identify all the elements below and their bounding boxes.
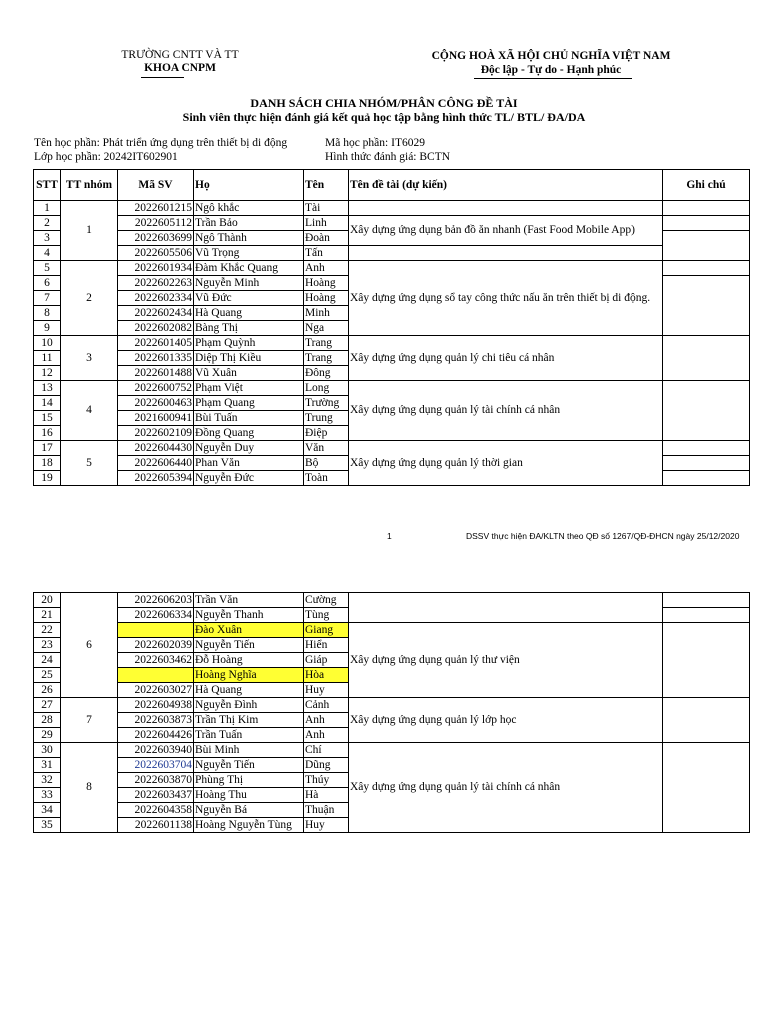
- row-stt: 31: [34, 758, 61, 773]
- student-id: 2022602082: [118, 321, 194, 336]
- row-stt: 5: [34, 261, 61, 276]
- group-number: 5: [61, 441, 118, 486]
- student-id: 2022601138: [118, 818, 194, 833]
- student-surname: Đào Xuân: [194, 623, 304, 638]
- student-firstname: Tài: [304, 201, 349, 216]
- project-topic: Xây dựng ứng dụng quản lý tài chính cá nhân: [349, 743, 663, 833]
- project-topic: Xây dựng ứng dụng sổ tay công thức nấu ăn trên thiết bị di động.: [349, 261, 663, 336]
- note-cell: [663, 593, 750, 608]
- row-stt: 8: [34, 306, 61, 321]
- student-surname: Đồng Quang: [194, 426, 304, 441]
- student-surname: Nguyễn Tiến: [194, 758, 304, 773]
- student-surname: Hoàng Nghĩa: [194, 668, 304, 683]
- student-id: 2022603027: [118, 683, 194, 698]
- table-row: [34, 336, 750, 351]
- student-surname: Hà Quang: [194, 683, 304, 698]
- student-id: 2022601488: [118, 366, 194, 381]
- group-number: 7: [61, 698, 118, 743]
- student-id: 2022603873: [118, 713, 194, 728]
- school-name: TRƯỜNG CNTT VÀ TT: [121, 49, 239, 61]
- student-firstname: Trung: [304, 411, 349, 426]
- row-stt: 6: [34, 276, 61, 291]
- note-cell: [663, 698, 750, 743]
- table-body-page-2: [34, 593, 750, 833]
- table-row: [34, 623, 750, 638]
- student-firstname: Tùng: [304, 608, 349, 623]
- row-stt: 11: [34, 351, 61, 366]
- table-row: [34, 698, 750, 713]
- row-stt: 25: [34, 668, 61, 683]
- student-surname: Hoàng Thu: [194, 788, 304, 803]
- student-firstname: Hà: [304, 788, 349, 803]
- student-firstname: Giang: [304, 623, 349, 638]
- student-firstname: Bộ: [304, 456, 349, 471]
- student-surname: Nguyễn Đình: [194, 698, 304, 713]
- row-stt: 26: [34, 683, 61, 698]
- row-stt: 35: [34, 818, 61, 833]
- table-row: [34, 441, 750, 456]
- student-firstname: Đoàn: [304, 231, 349, 246]
- student-firstname: Điệp: [304, 426, 349, 441]
- student-firstname: Đông: [304, 366, 349, 381]
- row-stt: 24: [34, 653, 61, 668]
- row-stt: 10: [34, 336, 61, 351]
- page-number: 1: [387, 531, 392, 541]
- project-topic: Xây dựng ứng dụng quản lý thời gian: [349, 441, 663, 486]
- note-cell: [663, 381, 750, 441]
- student-surname: Nguyễn Bá: [194, 803, 304, 818]
- student-firstname: Trường: [304, 396, 349, 411]
- student-firstname: Dũng: [304, 758, 349, 773]
- assessment-type: Hình thức đánh giá: BCTN: [325, 151, 451, 163]
- footer-note: DSSV thực hiện ĐA/KLTN theo QĐ số 1267/QĐ-ĐHCN ngày 25/12/2020: [466, 531, 740, 541]
- row-stt: 34: [34, 803, 61, 818]
- row-stt: 22: [34, 623, 61, 638]
- student-id: 2022602334: [118, 291, 194, 306]
- student-id: 2022604426: [118, 728, 194, 743]
- row-stt: 15: [34, 411, 61, 426]
- topic-empty: [349, 593, 663, 623]
- row-stt: 20: [34, 593, 61, 608]
- student-firstname: Hiển: [304, 638, 349, 653]
- note-cell: [663, 471, 750, 486]
- table-row: [34, 246, 750, 261]
- student-id: 2022603940: [118, 743, 194, 758]
- row-stt: 17: [34, 441, 61, 456]
- student-id: [118, 668, 194, 683]
- header-ho: Họ: [194, 170, 304, 201]
- student-id: [118, 623, 194, 638]
- note-cell: [663, 336, 750, 381]
- title-line-2: Sinh viên thực hiện đánh giá kết quả học tập bằng hình thức TL/ BTL/ ĐA/DA: [182, 110, 586, 124]
- header-group: TT nhóm: [61, 170, 118, 201]
- student-id: 2022603699: [118, 231, 194, 246]
- student-firstname: Anh: [304, 728, 349, 743]
- row-stt: 4: [34, 246, 61, 261]
- student-firstname: Hoàng: [304, 291, 349, 306]
- topic-empty: [349, 201, 663, 216]
- student-firstname: Tấn: [304, 246, 349, 261]
- student-surname: Đỗ Hoàng: [194, 653, 304, 668]
- row-stt: 29: [34, 728, 61, 743]
- group-number: 4: [61, 381, 118, 441]
- group-number: 2: [61, 261, 118, 336]
- row-stt: 16: [34, 426, 61, 441]
- course-class: Lớp học phần: 20242IT602901: [34, 151, 178, 163]
- student-surname: Phùng Thị: [194, 773, 304, 788]
- student-surname: Vũ Trọng: [194, 246, 304, 261]
- row-stt: 23: [34, 638, 61, 653]
- nation-name: CỘNG HOÀ XÃ HỘI CHỦ NGHĨA VIỆT NAM: [431, 50, 671, 62]
- note-cell: [663, 276, 750, 336]
- student-surname: Ngô Thành: [194, 231, 304, 246]
- student-surname: Phạm Quang: [194, 396, 304, 411]
- student-surname: Vũ Xuân: [194, 366, 304, 381]
- student-id: 2022605112: [118, 216, 194, 231]
- note-cell: [663, 261, 750, 276]
- student-surname: Phạm Quỳnh: [194, 336, 304, 351]
- course-info-left: [34, 136, 287, 164]
- document-title: [0, 96, 768, 124]
- group-number: 6: [61, 593, 118, 698]
- row-stt: 21: [34, 608, 61, 623]
- student-firstname: Thuận: [304, 803, 349, 818]
- student-surname: Diệp Thị Kiều: [194, 351, 304, 366]
- department-name: KHOA CNPM: [144, 62, 216, 74]
- note-cell: [663, 216, 750, 231]
- student-id: 2022603870: [118, 773, 194, 788]
- student-firstname: Toàn: [304, 471, 349, 486]
- header-topic: Tên đề tài (dự kiến): [349, 170, 663, 201]
- student-id: 2022605394: [118, 471, 194, 486]
- nation-motto: Độc lập - Tự do - Hạnh phúc: [480, 64, 622, 76]
- header-note: Ghi chú: [663, 170, 750, 201]
- project-topic: Xây dựng ứng dụng quản lý lớp học: [349, 698, 663, 743]
- school-header: [80, 49, 280, 75]
- student-firstname: Minh: [304, 306, 349, 321]
- row-stt: 30: [34, 743, 61, 758]
- table-row: [34, 261, 750, 276]
- student-surname: Bàng Thị: [194, 321, 304, 336]
- student-firstname: Văn: [304, 441, 349, 456]
- project-topic: Xây dựng ứng dụng quản lý tài chính cá nhân: [349, 381, 663, 441]
- student-id: 2022601215: [118, 201, 194, 216]
- course-code: Mã học phần: IT6029: [325, 137, 425, 149]
- project-topic: Xây dựng ứng dụng quản lý thư viện: [349, 623, 663, 698]
- table-body-page-1: [34, 201, 750, 486]
- student-surname: Bùi Tuấn: [194, 411, 304, 426]
- row-stt: 1: [34, 201, 61, 216]
- student-surname: Phạm Việt: [194, 381, 304, 396]
- group-table-page-1: [33, 169, 750, 486]
- student-firstname: Huy: [304, 683, 349, 698]
- student-id: 2022601405: [118, 336, 194, 351]
- student-id: 2022605506: [118, 246, 194, 261]
- student-firstname: Chí: [304, 743, 349, 758]
- student-firstname: Anh: [304, 713, 349, 728]
- student-firstname: Trang: [304, 336, 349, 351]
- table-row: [34, 381, 750, 396]
- table-header-row: [34, 170, 750, 201]
- table-row: [34, 593, 750, 608]
- header-left-underline: [141, 77, 184, 78]
- student-surname: Trần Thị Kim: [194, 713, 304, 728]
- course-info-right: [325, 136, 450, 164]
- row-stt: 18: [34, 456, 61, 471]
- note-cell: [663, 231, 750, 261]
- student-firstname: Linh: [304, 216, 349, 231]
- student-id: 2022606334: [118, 608, 194, 623]
- student-firstname: Cường: [304, 593, 349, 608]
- table-row: [34, 216, 750, 231]
- header-stt: STT: [34, 170, 61, 201]
- row-stt: 7: [34, 291, 61, 306]
- note-cell: [663, 441, 750, 456]
- student-firstname: Huy: [304, 818, 349, 833]
- student-id: 2022602434: [118, 306, 194, 321]
- note-cell: [663, 623, 750, 698]
- student-surname: Bùi Minh: [194, 743, 304, 758]
- note-cell: [663, 201, 750, 216]
- row-stt: 9: [34, 321, 61, 336]
- student-surname: Nguyễn Thanh: [194, 608, 304, 623]
- title-line-1: DANH SÁCH CHIA NHÓM/PHÂN CÔNG ĐỀ TÀI: [250, 96, 518, 110]
- student-firstname: Hòa: [304, 668, 349, 683]
- student-firstname: Cảnh: [304, 698, 349, 713]
- student-id: 2022600752: [118, 381, 194, 396]
- project-topic: Xây dựng ứng dụng quản lý chi tiêu cá nhân: [349, 336, 663, 381]
- group-number: 8: [61, 743, 118, 833]
- course-name: Tên học phần: Phát triển ứng dụng trên thiết bị di động: [34, 137, 288, 149]
- group-number: 3: [61, 336, 118, 381]
- student-surname: Đàm Khắc Quang: [194, 261, 304, 276]
- student-firstname: Thúy: [304, 773, 349, 788]
- student-surname: Trần Tuấn: [194, 728, 304, 743]
- student-id: 2022601335: [118, 351, 194, 366]
- group-table-page-2: [33, 592, 750, 833]
- student-firstname: Anh: [304, 261, 349, 276]
- row-stt: 27: [34, 698, 61, 713]
- row-stt: 14: [34, 396, 61, 411]
- student-id: 2022602039: [118, 638, 194, 653]
- student-surname: Trần Văn: [194, 593, 304, 608]
- group-number: 1: [61, 201, 118, 261]
- table-row: [34, 201, 750, 216]
- student-firstname: Giáp: [304, 653, 349, 668]
- header-right-underline: [474, 78, 632, 79]
- student-firstname: Nga: [304, 321, 349, 336]
- row-stt: 19: [34, 471, 61, 486]
- student-surname: Nguyễn Duy: [194, 441, 304, 456]
- note-cell: [663, 743, 750, 833]
- student-id: 2022603704: [118, 758, 194, 773]
- row-stt: 3: [34, 231, 61, 246]
- row-stt: 2: [34, 216, 61, 231]
- note-cell: [663, 456, 750, 471]
- student-surname: Nguyễn Đức: [194, 471, 304, 486]
- note-cell: [663, 608, 750, 623]
- row-stt: 32: [34, 773, 61, 788]
- row-stt: 33: [34, 788, 61, 803]
- project-topic: Xây dựng ứng dụng bản đồ ăn nhanh (Fast Food Mobile App): [349, 216, 663, 246]
- student-id: 2022604358: [118, 803, 194, 818]
- student-firstname: Hoàng: [304, 276, 349, 291]
- student-surname: Hoàng Nguyễn Tùng: [194, 818, 304, 833]
- student-id: 2022602109: [118, 426, 194, 441]
- student-id: 2022603462: [118, 653, 194, 668]
- student-surname: Vũ Đức: [194, 291, 304, 306]
- student-surname: Ngô khắc: [194, 201, 304, 216]
- table-row: [34, 743, 750, 758]
- student-surname: Nguyễn Tiến: [194, 638, 304, 653]
- row-stt: 28: [34, 713, 61, 728]
- student-id: 2022606440: [118, 456, 194, 471]
- student-surname: Trần Bảo: [194, 216, 304, 231]
- student-firstname: Long: [304, 381, 349, 396]
- student-id: 2022606203: [118, 593, 194, 608]
- student-id: 2022600463: [118, 396, 194, 411]
- student-id: 2022602263: [118, 276, 194, 291]
- header-ten: Tên: [304, 170, 349, 201]
- student-id: 2022604938: [118, 698, 194, 713]
- student-firstname: Trang: [304, 351, 349, 366]
- student-id: 2021600941: [118, 411, 194, 426]
- header-msv: Mã SV: [118, 170, 194, 201]
- student-id: 2022604430: [118, 441, 194, 456]
- row-stt: 13: [34, 381, 61, 396]
- student-surname: Phan Văn: [194, 456, 304, 471]
- student-surname: Nguyễn Minh: [194, 276, 304, 291]
- student-id: 2022603437: [118, 788, 194, 803]
- nation-header: [420, 49, 682, 77]
- student-surname: Hà Quang: [194, 306, 304, 321]
- row-stt: 12: [34, 366, 61, 381]
- student-id: 2022601934: [118, 261, 194, 276]
